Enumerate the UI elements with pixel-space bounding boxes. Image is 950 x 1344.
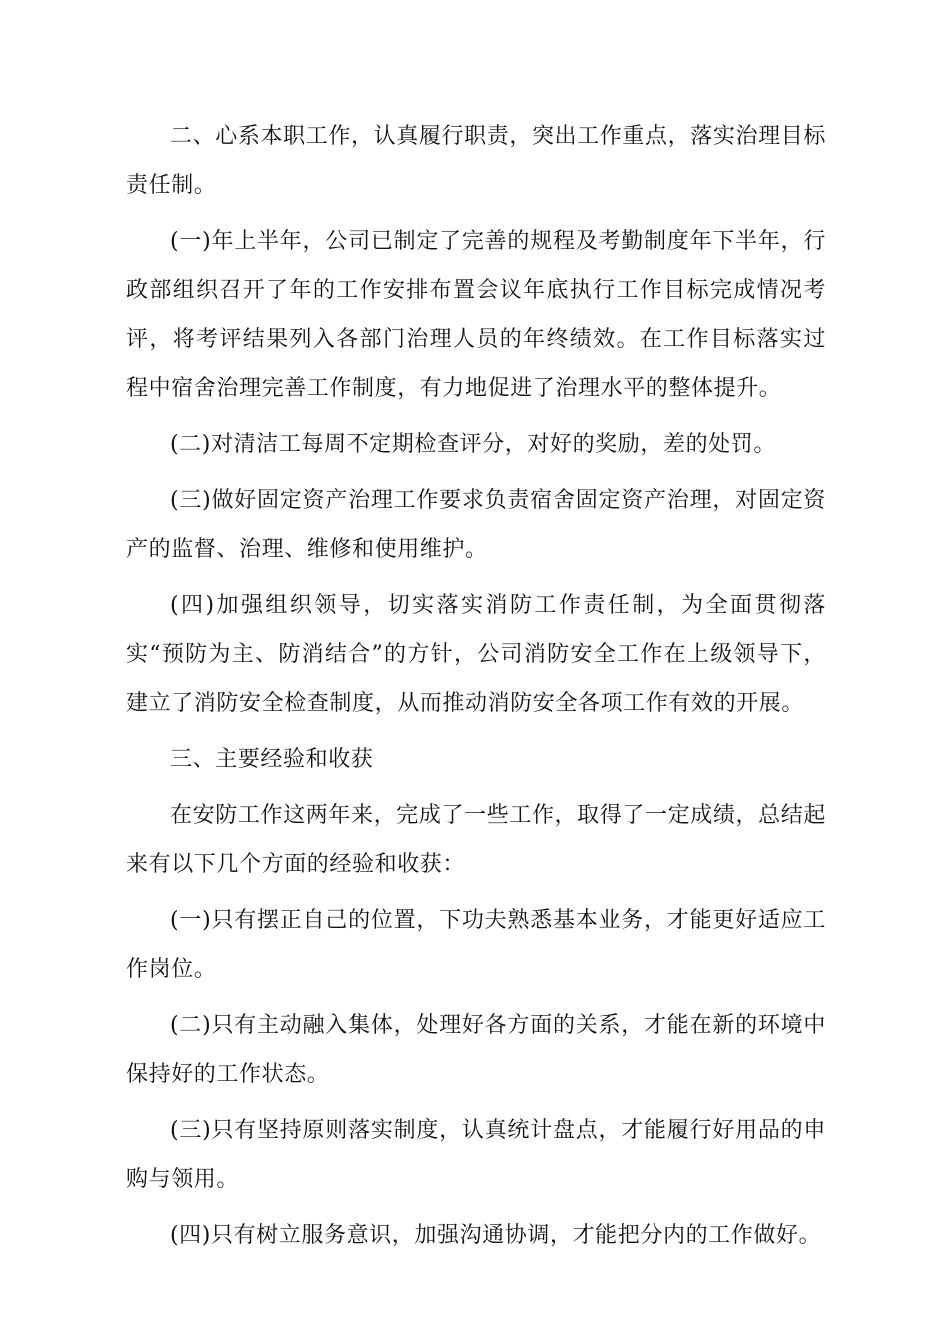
paragraph-item-4: (四)加强组织领导，切实落实消防工作责任制，为全面贯彻落实“预防为主、防消结合”的方针，公司消防安全工作在上级领导下，建立了消防安全检查制度，从而推动消防安全各项工作有效的开展。 [126,593,826,716]
experience-item-3: (三)只有坚持原则落实制度，认真统计盘点，才能履行好用品的申购与领用。 [126,1118,826,1192]
document-body [126,112,826,1267]
section-heading-2: 二、心系本职工作，认真履行职责，突出工作重点，落实治理目标责任制。 [126,124,826,198]
paragraph-item-2: (二)对清洁工每周不定期检查评分，对好的奖励，差的处罚。 [170,432,776,457]
experience-item-2: (二)只有主动融入集体，处理好各方面的关系，才能在新的环境中保持好的工作状态。 [126,1013,826,1087]
paragraph-item-1: (一)年上半年，公司已制定了完善的规程及考勤制度年下半年，行政部组织召开了年的工作安排布置会议年底执行工作目标完成情况考评，将考评结果列入各部门治理人员的年终绩效。在工作目标落实过程中宿舍治理完善工作制度，有力地促进了治理水平的整体提升。 [126,229,826,401]
section-heading-3: 三、主要经验和收获 [170,747,374,772]
paragraph-intro: 在安防工作这两年来，完成了一些工作，取得了一定成绩，总结起来有以下几个方面的经验和收获： [126,803,826,877]
experience-item-1: (一)只有摆正自己的位置，下功夫熟悉基本业务，才能更好适应工作岗位。 [126,908,826,982]
experience-item-4: (四)只有树立服务意识，加强沟通协调，才能把分内的工作做好。 [170,1223,822,1248]
paragraph-item-3: (三)做好固定资产治理工作要求负责宿舍固定资产治理，对固定资产的监督、治理、维修和使用维护。 [126,488,826,562]
